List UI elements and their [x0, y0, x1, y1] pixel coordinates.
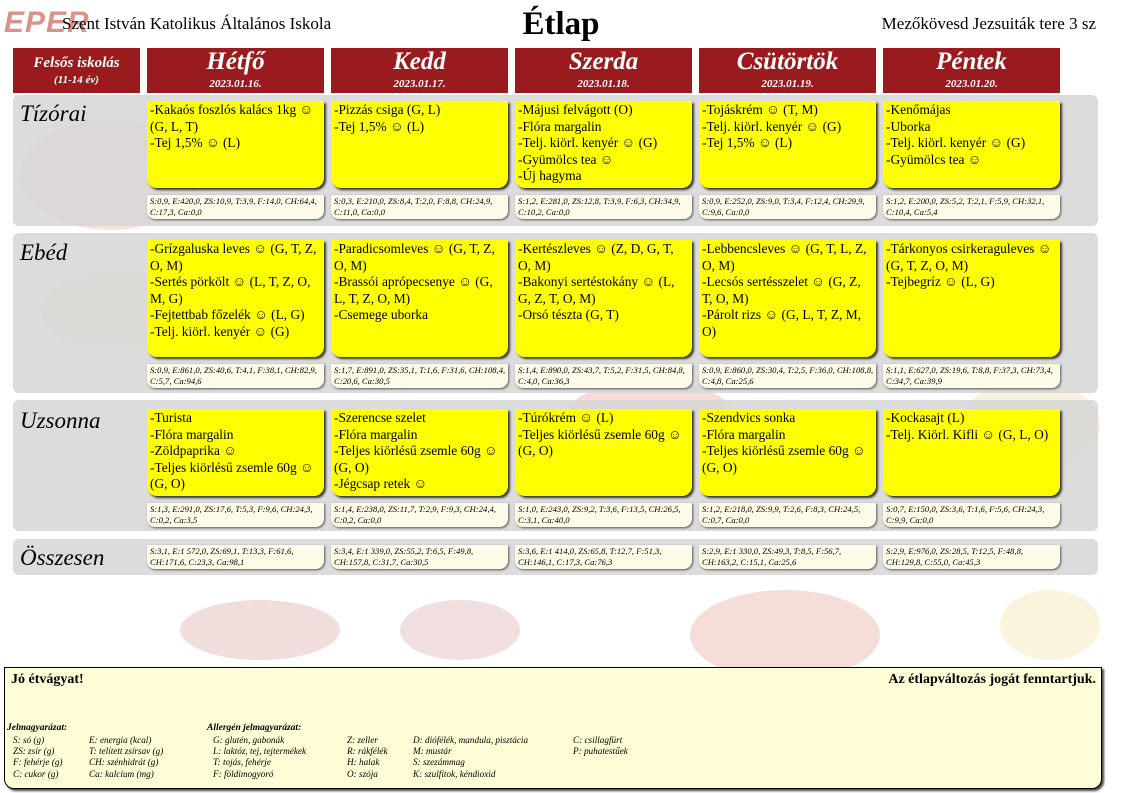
school-address: Mezőkövesd Jezsuiták tere 3 sz [881, 14, 1096, 33]
menu-cell [515, 101, 692, 188]
menu-cell [331, 101, 508, 188]
allergen-column [413, 735, 528, 780]
menu-cell [515, 409, 692, 496]
menu-item: -Tárkonyos csirkeraguleves ☺ (G, T, Z, O, M) [886, 241, 1052, 273]
menu-cell [699, 101, 876, 188]
menu-item: -Flóra margalin [150, 426, 234, 442]
disclaimer: Az étlapváltozás jogát fenntartjuk. [888, 672, 1096, 687]
menu-cell [147, 240, 324, 357]
day-header-monday [147, 48, 324, 93]
age-group-header [13, 48, 140, 93]
day-name: Hétfő [206, 48, 265, 75]
allergen-entry: K: szulfitok, kéndioxid [413, 768, 496, 779]
menu-item: -Gyümölcs tea ☺ [886, 151, 982, 167]
day-name: Szerda [568, 48, 639, 75]
menu-item: -Fejtettbab főzelék ☺ (L, G) [150, 307, 305, 323]
menu-item: -Telj. kiörl. kenyér ☺ (G) [702, 118, 842, 134]
nutrition-info: S:0,7, E:150,0, ZS:3,6, T:1,6, F:5,6, CH:24,3, C:9,9, Ca:0,0 [883, 503, 1060, 527]
background-food-image [400, 600, 520, 660]
allergen-column [347, 735, 388, 780]
menu-item: -Pizzás csiga (G, L) [334, 102, 441, 117]
day-header-wednesday [515, 48, 692, 93]
menu-cell [331, 409, 508, 496]
legend-entry: F: fehérje (g) [13, 757, 63, 768]
legend-entry: C: cukor (g) [13, 768, 59, 779]
menu-item: -Párolt rizs ☺ (G, L, T, Z, M, O) [702, 307, 861, 339]
daily-total: S:2,9, E:1 330,0, ZS:49,3, T:8,5, F:56,7, CH:163,2, C:15,1, Ca:25,6 [699, 545, 876, 569]
allergen-entry: T: tojás, fehérje [213, 757, 271, 768]
allergen-entry: C: csillagfürt [573, 735, 623, 745]
daily-total: S:3,4, E:1 339,0, ZS:55,2, T:6,5, F:49,8, CH:157,8, C:31,7, Ca:30,5 [331, 545, 508, 569]
age-group-range: (11-14 év) [54, 74, 99, 86]
nutrition-info: S:1,2, E:218,0, ZS:9,9, T:2,6, F:8,3, CH:24,5, C:0,7, Ca:0,0 [699, 503, 876, 527]
nutrition-info: S:0,9, E:252,0, ZS:9,0, T:3,4, F:12,4, CH:29,9, C:9,6, Ca:0,0 [699, 195, 876, 219]
menu-item: -Grízgaluska leves ☺ (G, T, Z, O, M) [150, 241, 317, 273]
nutrition-info: S:0,9, E:420,0, ZS:10,9, T:3,9, F:14,0, CH:64,4, C:17,3, Ca:0,0 [147, 195, 324, 219]
allergen-entry: G: glutén, gabonák [213, 735, 285, 745]
allergen-entry: P: puhatestűek [573, 746, 628, 757]
menu-cell [147, 101, 324, 188]
nutrition-info: S:0,9, E:860,0, ZS:30,4, T:2,5, F:36,0, CH:108,8, C:4,8, Ca:25,6 [699, 364, 876, 388]
allergen-entry: M: mustár [413, 746, 452, 757]
menu-cell [699, 409, 876, 496]
day-name: Péntek [936, 48, 1007, 75]
nutrition-info: S:1,4, E:238,0, ZS:11,7, T:2,9, F:9,3, CH:24,4, C:0,2, Ca:0,0 [331, 503, 508, 527]
day-name: Kedd [393, 48, 446, 75]
day-date: 2023.01.19. [761, 78, 814, 90]
day-date: 2023.01.18. [577, 78, 630, 90]
menu-item: -Tej 1,5% ☺ (L) [702, 135, 793, 151]
legend-title: Jelmagyarázat: [7, 723, 68, 733]
menu-item: -Uborka [886, 118, 931, 134]
menu-item: -Flóra margalin [334, 426, 418, 442]
totals-label: Összesen [20, 545, 105, 570]
menu-item: -Tej 1,5% ☺ (L) [150, 135, 241, 151]
menu-item: -Telj. kiörl. kenyér ☺ (G) [518, 135, 658, 151]
legend-entry: Ca: kalcium (mg) [89, 768, 154, 779]
allergen-entry: R: rákfélék [347, 746, 388, 757]
nutrition-info: S:0,9, E:861,0, ZS:40,6, T:4,1, F:38,1, CH:82,9, C:5,7, Ca:94,6 [147, 364, 324, 388]
day-date: 2023.01.20. [945, 78, 998, 90]
menu-item: -Tojáskrém ☺ (T, M) [702, 102, 818, 117]
legend-entry: S: só (g) [13, 735, 45, 745]
day-header-tuesday [331, 48, 508, 93]
menu-cell [883, 240, 1060, 357]
meal-label-lunch: Ebéd [20, 240, 68, 265]
day-header-friday [883, 48, 1060, 93]
day-name: Csütörtök [736, 48, 839, 75]
menu-item: -Új hagyma [518, 168, 582, 184]
menu-item: -Teljes kiörlésű zsemle 60g ☺ (G, O) [334, 443, 498, 475]
allergen-column [213, 735, 306, 780]
legend-entry: E: energia (kcal) [89, 735, 152, 745]
menu-cell [883, 409, 1060, 496]
nutrition-info: S:0,3, E:210,0, ZS:8,4, T:2,0, F:8,8, CH:24,9, C:11,0, Ca:0,0 [331, 195, 508, 219]
nutrition-info: S:1,2, E:200,0, ZS:5,2, T:2,1, F:5,9, CH:32,1, C:10,4, Ca:5,4 [883, 195, 1060, 219]
background-food-image [180, 600, 340, 660]
menu-item: -Orsó tészta (G, T) [518, 307, 619, 323]
menu-item: -Brassói aprópecsenye ☺ (G, L, T, Z, O, M) [334, 274, 493, 306]
menu-item: -Teljes kiörlésű zsemle 60g ☺ (G, O) [150, 459, 314, 492]
nutrition-info: S:1,7, E:891,0, ZS:35,1, T:1,6, F:31,6, CH:108,4, C:20,6, Ca:30,5 [331, 364, 508, 388]
legend-entry: T: telített zsírsav (g) [89, 746, 164, 757]
nutrition-info: S:1,2, E:281,0, ZS:12,8, T:3,9, F:6,3, CH:34,9, C:10,2, Ca:0,0 [515, 195, 692, 219]
day-date: 2023.01.16. [209, 78, 262, 90]
page-title: Étlap [522, 6, 600, 42]
daily-total: S:3,6, E:1 414,0, ZS:65,8, T:12,7, F:51,3, CH:146,1, C:17,3, Ca:76,3 [515, 545, 692, 569]
legend-entry: ZS: zsír (g) [13, 746, 55, 757]
menu-item: -Flóra margalin [518, 118, 602, 134]
menu-item: -Tej 1,5% ☺ (L) [334, 118, 425, 134]
daily-total: S:3,1, E:1 572,0, ZS:69,1, T:13,3, F:61,6, CH:171,6, C:23,3, Ca:98,1 [147, 545, 324, 569]
menu-item: -Telj. Kiörl. Kifli ☺ (G, L, O) [886, 426, 1049, 442]
menu-item: -Kakaós foszlós kalács 1kg ☺ (G, L, T) [150, 102, 314, 134]
age-group-title: Felsős iskolás [33, 55, 120, 71]
allergen-entry: H: halak [347, 757, 380, 768]
day-date: 2023.01.17. [393, 78, 446, 90]
menu-item: -Kockasajt (L) [886, 410, 965, 425]
menu-item: -Jégcsap retek ☺ [334, 476, 428, 492]
menu-item: -Gyümölcs tea ☺ [518, 151, 614, 167]
menu-item: -Májusi felvágott (O) [518, 102, 633, 117]
meal-label-afternoon: Uzsonna [20, 408, 101, 433]
menu-item: -Teljes kiörlésű zsemle 60g ☺ (G, O) [702, 443, 866, 475]
legend-column [89, 735, 163, 780]
menu-item: -Kenőmájas [886, 102, 951, 117]
background-food-image [1000, 590, 1100, 660]
nutrition-info: S:1,1, E:627,0, ZS:19,6, T:8,8, F:37,3, CH:73,4, C:34,7, Ca:39,9 [883, 364, 1060, 388]
menu-item: -Teljes kiörlésű zsemle 60g ☺ (G, O) [518, 426, 682, 459]
legend-entry: CH: szénhidrát (g) [89, 757, 159, 768]
menu-item: -Tejbegríz ☺ (L, G) [886, 274, 995, 290]
allergen-entry: L: laktóz, tej, tejtermékek [213, 746, 307, 757]
menu-item: -Zöldpaprika ☺ [150, 443, 237, 459]
nutrition-info: S:1,0, E:243,0, ZS:9,2, T:3,6, F:13,5, CH:26,5, C:3,1, Ca:40,0 [515, 503, 692, 527]
allergen-entry: D: diófélék, mandula, pisztácia [413, 735, 529, 745]
menu-item: -Csemege uborka [334, 307, 429, 323]
logo: EPER [4, 6, 90, 39]
day-header-thursday [699, 48, 876, 93]
menu-item: -Kertészleves ☺ (Z, D, G, T, O, M) [518, 241, 674, 273]
menu-item: -Flóra margalin [702, 426, 786, 442]
menu-item: -Telj. kiörl. kenyér ☺ (G) [150, 323, 290, 339]
menu-item: -Lebbencsleves ☺ (G, T, L, Z, O, M) [702, 241, 867, 273]
menu-item: -Turista [150, 410, 192, 425]
meal-label-morning: Tízórai [20, 101, 87, 126]
menu-item: -Túrókrém ☺ (L) [518, 410, 614, 425]
allergen-entry: S: szezámmag [413, 757, 465, 768]
menu-cell [515, 240, 692, 357]
menu-item: -Szendvics sonka [702, 410, 796, 425]
nutrition-info: S:1,3, E:291,0, ZS:17,6, T:5,3, F:9,6, CH:24,3, C:0,2, Ca:3,5 [147, 503, 324, 527]
allergen-legend-title: Allergén jelmagyarázat: [207, 723, 302, 733]
greeting: Jó étvágyat! [11, 672, 84, 687]
menu-cell [699, 240, 876, 357]
school-name: Szent István Katolikus Általános Iskola [62, 14, 332, 33]
allergen-entry: O: szója [347, 768, 378, 779]
menu-cell [883, 101, 1060, 188]
legend-column [13, 735, 63, 780]
daily-total: S:2,9, E:976,0, ZS:28,5, T:12,5, F:48,8, CH:129,8, C:55,0, Ca:45,3 [883, 545, 1060, 569]
menu-cell [331, 240, 508, 357]
footer-panel [4, 667, 1102, 789]
nutrition-info: S:1,4, E:890,0, ZS:43,7, T:5,2, F:31,5, CH:84,8, C:4,0, Ca:36,3 [515, 364, 692, 388]
allergen-entry: Z: zeller [347, 735, 378, 745]
allergen-column [573, 735, 628, 757]
menu-item: -Lecsós sertésszelet ☺ (G, Z, T, O, M) [702, 274, 861, 306]
menu-cell [147, 409, 324, 496]
menu-item: -Sertés pörkölt ☺ (L, T, Z, O, M, G) [150, 274, 311, 306]
allergen-entry: F: földimogyoró [213, 768, 274, 779]
menu-item: -Szerencse szelet [334, 410, 426, 425]
menu-item: -Paradicsomleves ☺ (G, T, Z, O, M) [334, 241, 495, 273]
menu-item: -Telj. kiörl. kenyér ☺ (G) [886, 135, 1026, 151]
menu-item: -Bakonyi sertéstokány ☺ (L, G, Z, T, O, M) [518, 274, 675, 306]
